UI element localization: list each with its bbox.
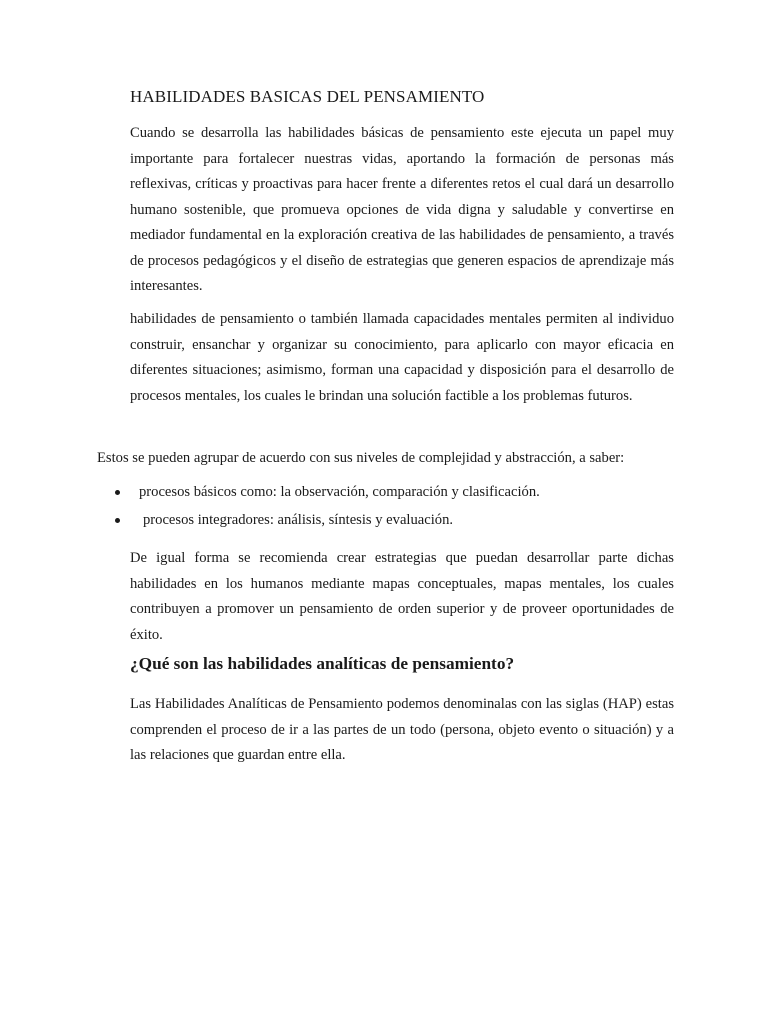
list-item-text: procesos básicos como: la observación, comparación y clasificación.	[139, 484, 540, 500]
paragraph-thinking-skills: habilidades de pensamiento o también llamada capacidades mentales permiten al individuo construir, ensanchar y organizar su conocimiento, para aplicarlo con mayor eficacia en diferentes situaciones; asimismo, forman una capacidad y disposición para el desarrollo de procesos mentales, los cuales le brindan una solución factible a los problemas futuros.	[130, 311, 674, 404]
paragraph-hap: Las Habilidades Analíticas de Pensamiento podemos denominalas con las siglas (HAP) estas comprenden el proceso de ir a las partes de un todo (persona, objeto evento o situación) y a las relaciones que guardan entre ella.	[130, 696, 674, 763]
list-intro: Estos se pueden agrupar de acuerdo con sus niveles de complejidad y abstracción, a saber:	[97, 450, 625, 466]
section-heading: ¿Qué son las habilidades analíticas de pensamiento?	[130, 654, 515, 673]
paragraph-basic-skills: Cuando se desarrolla las habilidades básicas de pensamiento este ejecuta un papel muy importante para fortalecer nuestras vidas, aportando la formación de personas más reflexivas, críticas y proactivas para hacer frente a diferentes retos el cual dará un desarrollo humano sostenible, que promueva opciones de vida digna y saludable y convertirse en mediador fundamental en la exploración creativa de las habilidades de pensamiento, a través de procesos pedagógicos y el diseño de estrategias que generen espacios de aprendizaje más interesantes.	[130, 125, 674, 294]
bullet-icon	[115, 518, 120, 523]
list-item-text: procesos integradores: análisis, síntesis y evaluación.	[143, 512, 454, 528]
document-title: HABILIDADES BASICAS DEL PENSAMIENTO	[130, 87, 485, 106]
paragraph-strategies: De igual forma se recomienda crear estrategias que puedan desarrollar parte dichas habilidades en los humanos mediante mapas conceptuales, mapas mentales, los cuales contribuyen a promover un pensamiento de orden superior y de proveer oportunidades de éxito.	[130, 550, 674, 643]
bullet-icon	[115, 490, 120, 495]
